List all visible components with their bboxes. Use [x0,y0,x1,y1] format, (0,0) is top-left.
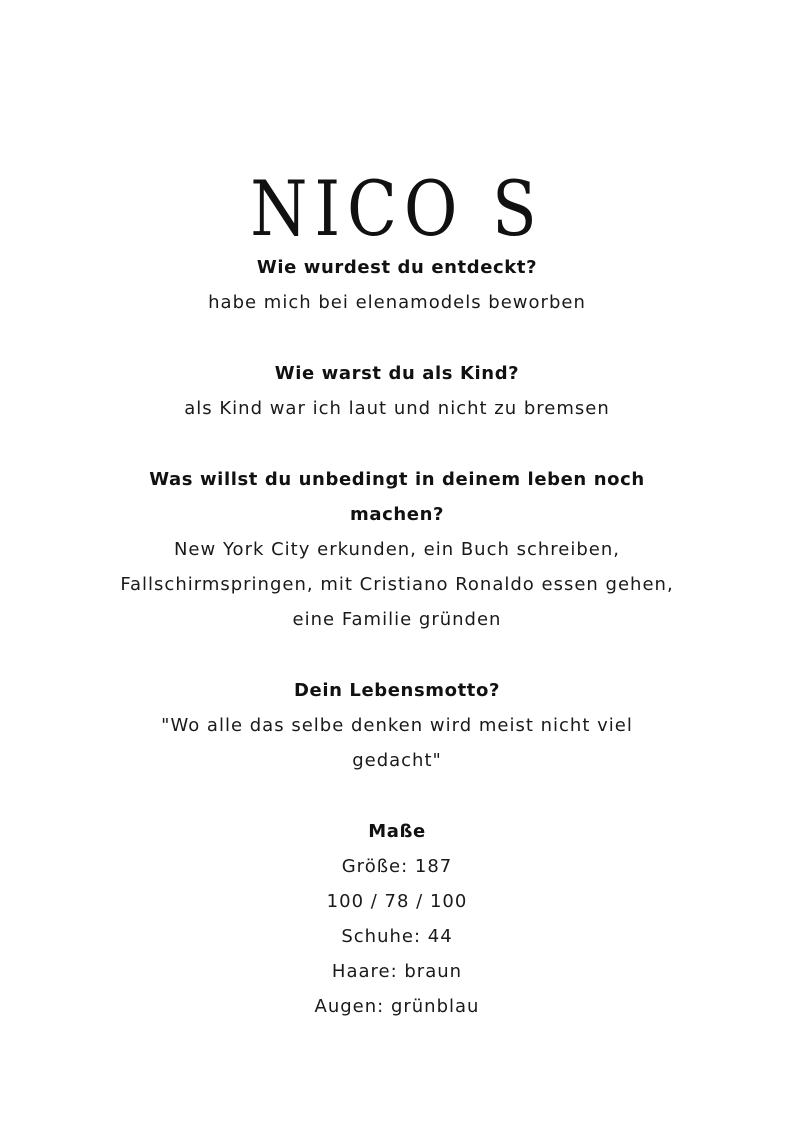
answer-discovery: habe mich bei elenamodels beworben [208,292,586,313]
answer-bucket-list-line-2: Fallschirmspringen, mit Cristiano Ronaldo essen gehen, [120,574,674,595]
interview-content [60,250,734,1024]
measurement-hair: Haare: braun [331,961,463,982]
question-motto: Dein Lebensmotto? [293,680,501,701]
measurements-heading: Maße [368,821,426,842]
question-discovery: Wie wurdest du entdeckt? [256,257,538,278]
page-title: NICO S [250,163,544,253]
qa-discovery [60,250,734,320]
measurement-shoes: Schuhe: 44 [341,926,453,947]
qa-childhood [60,356,734,426]
question-bucket-list-line-2: machen? [349,504,445,525]
answer-motto-line-1: "Wo alle das selbe denken wird meist nicht viel [161,715,633,736]
measurement-eyes: Augen: grünblau [314,996,480,1017]
answer-motto-line-2: gedacht" [352,750,442,771]
measurement-height: Größe: 187 [341,856,453,877]
answer-bucket-list-line-3: eine Familie gründen [292,609,502,630]
measurement-body: 100 / 78 / 100 [326,891,468,912]
measurements-section [60,814,734,1024]
question-childhood: Wie warst du als Kind? [274,363,520,384]
qa-motto [60,673,734,778]
qa-bucket-list [60,462,734,637]
answer-bucket-list-line-1: New York City erkunden, ein Buch schreiben, [173,539,621,560]
question-bucket-list-line-1: Was willst du unbedingt in deinem leben noch [149,469,645,490]
answer-childhood: als Kind war ich laut und nicht zu bremsen [184,398,610,419]
